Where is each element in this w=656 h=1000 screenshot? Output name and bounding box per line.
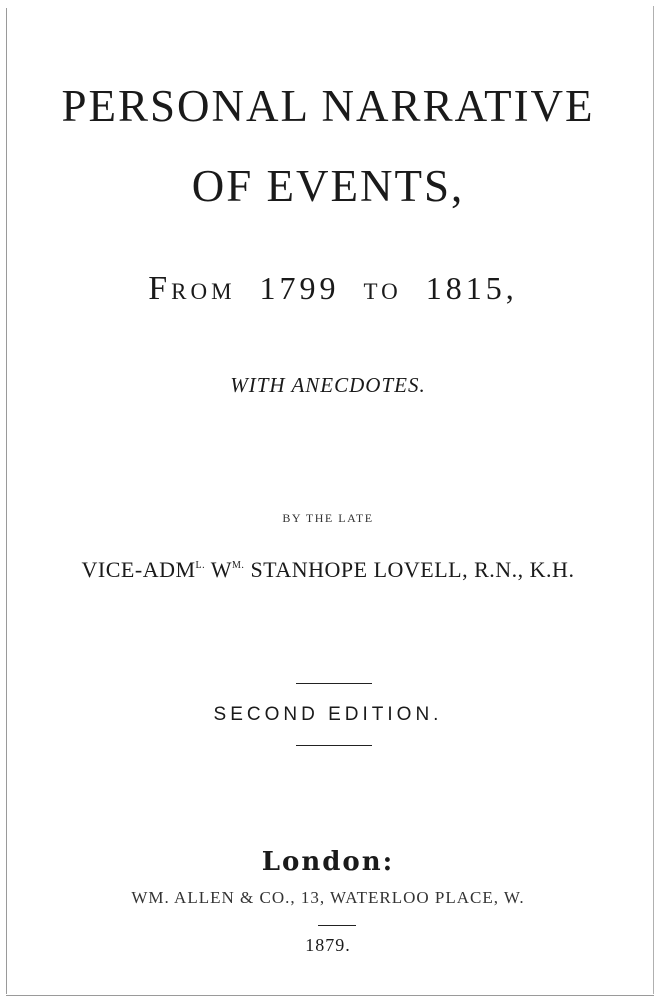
edition: SECOND EDITION.: [213, 704, 443, 725]
byline: BY THE LATE: [282, 511, 374, 525]
rule-above-year: [318, 925, 356, 926]
end-year: 1815,: [425, 270, 518, 306]
title-line-2: OF EVENTS,: [191, 161, 465, 211]
to-word: TO: [363, 279, 402, 304]
imprint-city: London:: [261, 847, 395, 877]
author-name: [0, 552, 656, 584]
from-initial: F: [148, 270, 172, 307]
page-edge-bottom: [6, 995, 654, 996]
start-year: 1799: [259, 270, 340, 306]
title-line-1: PERSONAL NARRATIVE: [61, 81, 595, 131]
imprint-publisher: WM. ALLEN & CO., 13, WATERLOO PLACE, W.: [131, 888, 525, 907]
rule-above-edition: [296, 683, 372, 684]
imprint-year: 1879.: [305, 935, 351, 955]
name-suffix: M.: [232, 560, 245, 571]
date-range: [0, 270, 656, 310]
from-rest: ROM: [171, 279, 236, 304]
rank-suffix: L.: [195, 560, 206, 571]
rank-prefix: VICE-ADM: [81, 557, 196, 582]
rule-below-edition: [296, 745, 372, 746]
subtitle: WITH ANECDOTES.: [230, 373, 426, 397]
name-prefix: W: [210, 557, 233, 582]
name-rest: STANHOPE LOVELL, R.N., K.H.: [250, 557, 575, 582]
